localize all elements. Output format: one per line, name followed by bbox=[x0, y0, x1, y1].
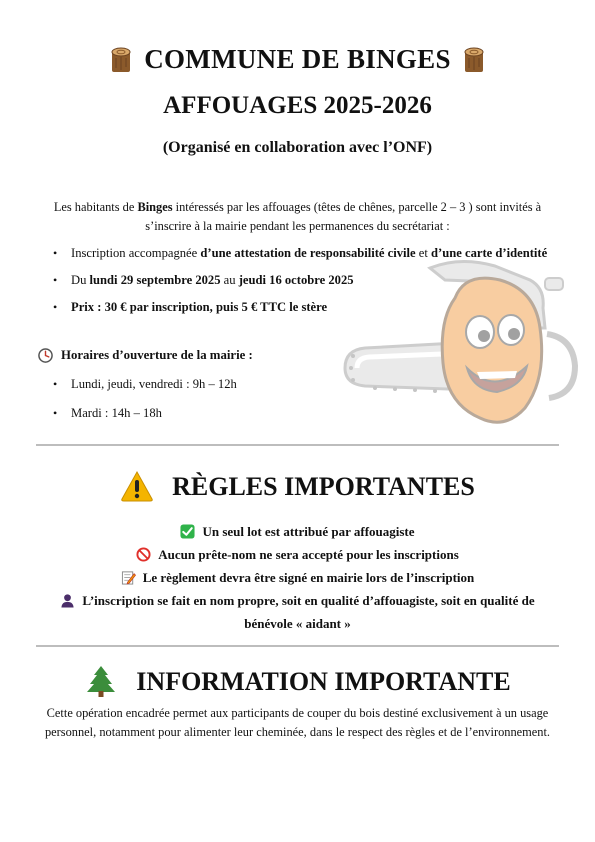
list-item: • Prix : 30 € par inscription, puis 5 € TTC le stère bbox=[53, 298, 553, 316]
section-divider bbox=[36, 645, 559, 647]
rule-item: Le règlement devra être signé en mairie lors de l’inscription bbox=[40, 566, 555, 589]
page-subtitle: AFFOUAGES 2025-2026 bbox=[163, 92, 432, 119]
page-title bbox=[0, 44, 595, 77]
conditions-list bbox=[53, 244, 553, 325]
list-item: • Inscription accompagnée d’une attestation de responsabilité civile et d’une carte d’identité bbox=[53, 244, 553, 262]
rules-heading: RÈGLES IMPORTANTES bbox=[0, 472, 595, 505]
info-heading: INFORMATION IMPORTANTE bbox=[0, 667, 595, 700]
info-paragraph: Cette opération encadrée permet aux participants de couper du bois destiné exclusivement à un usage personnel, notamment pour alimenter leur cheminée, dans le respect des règles et de l’environnement. bbox=[44, 706, 551, 739]
wood-log-icon bbox=[461, 44, 487, 74]
person-silhouette-icon bbox=[60, 593, 75, 608]
hours-heading: Horaires d’ouverture de la mairie : bbox=[38, 348, 253, 364]
collaboration-note: (Organisé en collaboration avec l’ONF) bbox=[162, 139, 433, 156]
evergreen-tree-icon bbox=[84, 665, 118, 697]
rules-list bbox=[40, 520, 555, 635]
hours-list bbox=[53, 376, 353, 434]
prohibited-icon bbox=[136, 547, 151, 562]
rule-item: L’inscription se fait en nom propre, soit en qualité d’affouagiste, soit en qualité de bénévole « aidant » bbox=[40, 589, 555, 635]
wood-log-icon bbox=[108, 44, 134, 74]
intro-paragraph: Les habitants de Binges intéressés par les affouages (têtes de chênes, parcelle 2 – 3 ) sont invités à s’inscrire à la mairie pendant les permanences du secrétariat : bbox=[53, 200, 542, 233]
rule-item: Un seul lot est attribué par affouagiste bbox=[40, 520, 555, 543]
list-item: • Mardi : 14h – 18h bbox=[53, 405, 353, 421]
list-item: • Du lundi 29 septembre 2025 au jeudi 16 octobre 2025 bbox=[53, 271, 553, 289]
section-divider bbox=[36, 444, 559, 446]
commune-name: Binges bbox=[137, 200, 173, 214]
warning-icon bbox=[120, 470, 154, 502]
clock-icon bbox=[38, 348, 53, 363]
check-mark-icon bbox=[180, 524, 195, 539]
title-text: COMMUNE DE BINGES bbox=[144, 44, 451, 74]
rule-item: Aucun prête-nom ne sera accepté pour les inscriptions bbox=[40, 543, 555, 566]
list-item: • Lundi, jeudi, vendredi : 9h – 12h bbox=[53, 376, 353, 392]
memo-icon bbox=[121, 570, 136, 585]
